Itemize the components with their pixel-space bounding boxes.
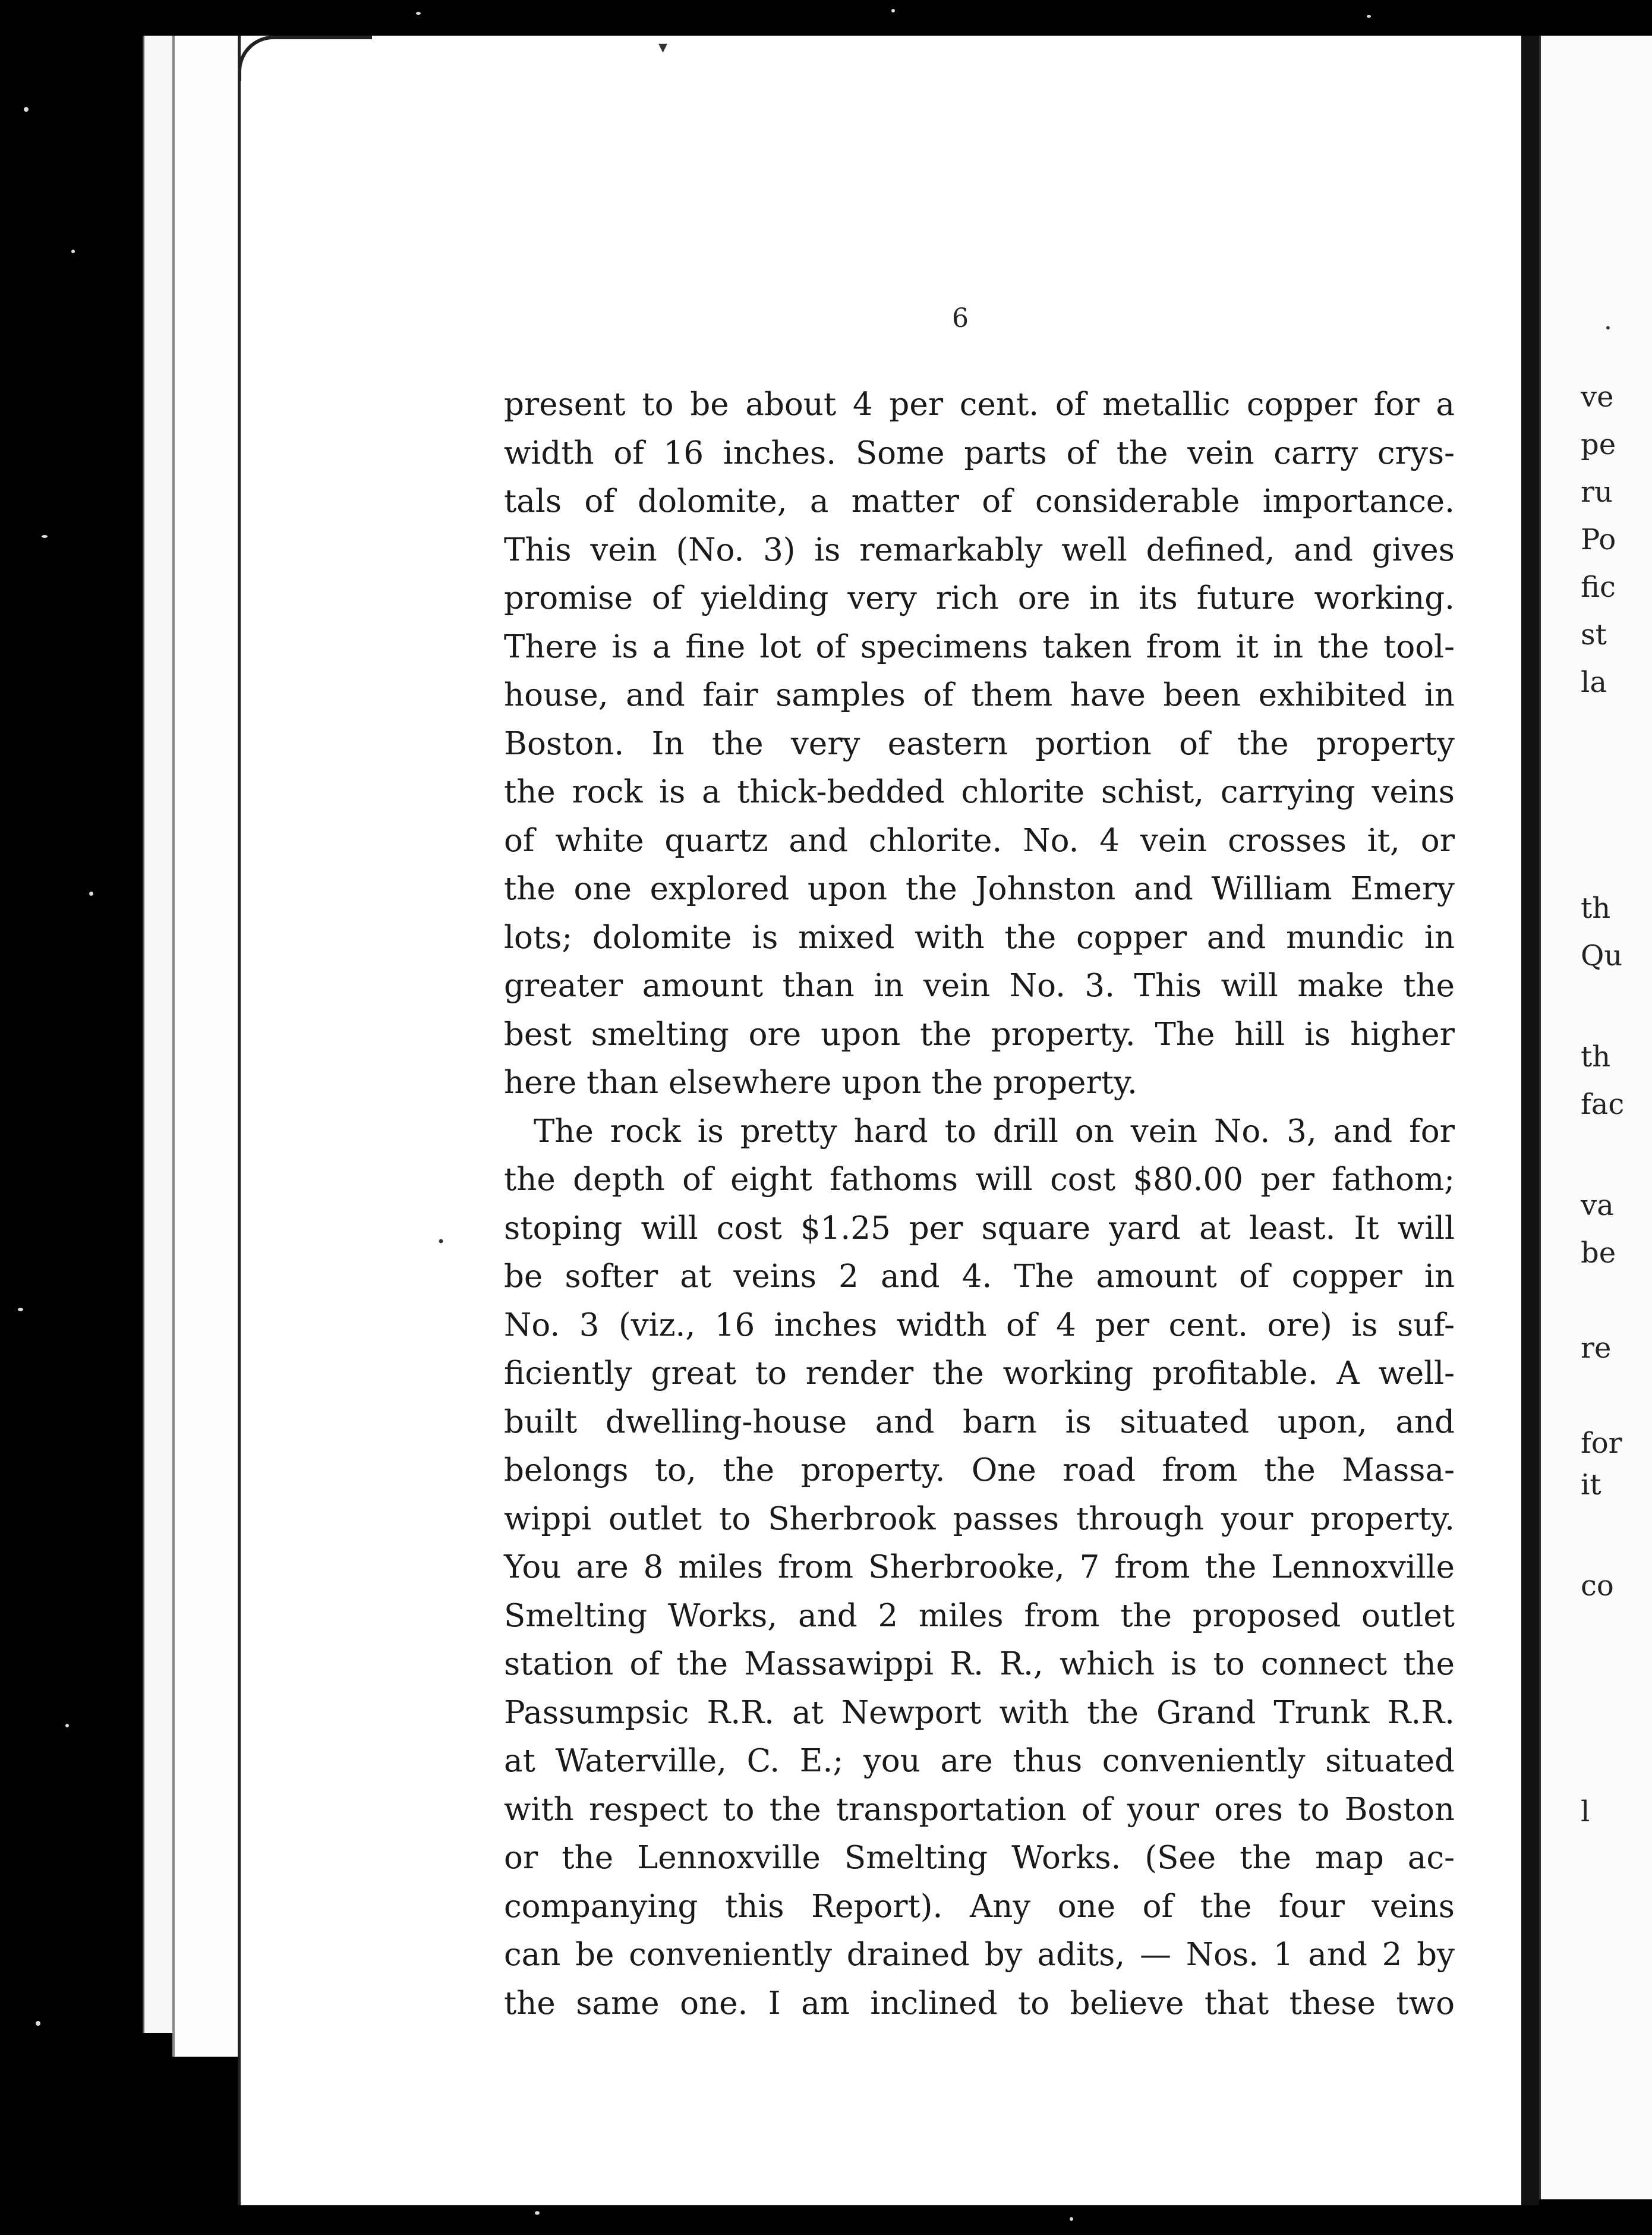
facing-page-fragment: be (1581, 1236, 1616, 1270)
text-line: here than elsewhere upon the property. (504, 1065, 1137, 1101)
facing-page-fragment: for (1581, 1427, 1622, 1460)
text-line: station of the Massawippi R. R., which is to connect the (504, 1646, 1455, 1682)
facing-page-fragment: th (1581, 1040, 1611, 1074)
text-line: stoping will cost $1.25 per square yard at least. It will (504, 1210, 1455, 1246)
facing-page-fragment: co (1581, 1569, 1614, 1603)
dust-speck (24, 107, 29, 112)
dust-speck (891, 9, 895, 12)
text-line: the depth of eight fathoms will cost $80.00 per fathom; (504, 1161, 1455, 1198)
dust-speck (65, 1724, 69, 1727)
text-line: of white quartz and chlorite. No. 4 vein crosses it, or (504, 822, 1455, 859)
dust-speck (535, 2211, 540, 2215)
text-line: width of 16 inches. Some parts of the vein carry crys- (504, 435, 1455, 471)
facing-page-fragment: pe (1581, 428, 1616, 461)
facing-page-fragment: ve (1581, 380, 1614, 414)
facing-page-fragment: fac (1581, 1088, 1625, 1121)
text-line: There is a fine lot of specimens taken from it in the tool- (504, 628, 1455, 665)
text-line: can be conveniently drained by adits, — Nos. 1 and 2 by (504, 1937, 1455, 1973)
dust-speck (36, 2021, 40, 2026)
text-line: tals of dolomite, a matter of considerable importance. (504, 483, 1455, 520)
text-line: at Waterville, C. E.; you are thus conveniently situated (504, 1743, 1455, 1779)
facing-page-fragment: Po (1581, 523, 1616, 556)
text-line: No. 3 (viz., 16 inches width of 4 per cent. ore) is suf- (504, 1307, 1455, 1343)
facing-page-fragment: st (1581, 618, 1607, 651)
text-line: Passumpsic R.R. at Newport with the Grand Trunk R.R. (504, 1694, 1455, 1731)
text-line: promise of yielding very rich ore in its future working. (504, 580, 1455, 616)
text-line: the one explored upon the Johnston and William Emery (504, 871, 1455, 907)
dust-speck (18, 1308, 23, 1311)
dust-speck (89, 892, 93, 896)
text-line: Boston. In the very eastern portion of the property (504, 725, 1455, 762)
dust-speck (1070, 2217, 1073, 2221)
book-gutter (1521, 36, 1539, 2205)
text-line: The rock is pretty hard to drill on vein No. 3, and for (534, 1113, 1455, 1150)
text-line: best smelting ore upon the property. The hill is higher (504, 1016, 1455, 1053)
dust-speck (1367, 15, 1371, 18)
facing-page-fragment: l (1581, 1795, 1590, 1828)
ink-mark: ▾ (658, 37, 668, 58)
dust-speck (42, 535, 48, 538)
text-line: wippi outlet to Sherbrook passes through your property. (504, 1500, 1455, 1537)
ink-mark: • (437, 1233, 446, 1250)
text-line: the rock is a thick-bedded chlorite schist, carrying veins (504, 774, 1455, 810)
text-line: be softer at veins 2 and 4. The amount of copper in (504, 1258, 1455, 1295)
text-line: or the Lennoxville Smelting Works. (See the map ac- (504, 1840, 1455, 1876)
text-line: house, and fair samples of them have been exhibited in (504, 677, 1455, 713)
text-line: This vein (No. 3) is remarkably well defined, and gives (504, 531, 1455, 568)
ink-mark: • (1604, 321, 1612, 335)
text-line: companying this Report). Any one of the four veins (504, 1888, 1455, 1925)
facing-page-fragment: fic (1581, 571, 1616, 604)
page-number: 6 (952, 303, 969, 333)
facing-page-fragment: ru (1581, 476, 1613, 509)
text-line: belongs to, the property. One road from the Massa- (504, 1452, 1455, 1488)
page-corner-curl (238, 36, 372, 81)
text-line: greater amount than in vein No. 3. This will make the (504, 968, 1455, 1004)
facing-page-fragment: it (1581, 1468, 1601, 1501)
dust-speck (416, 12, 421, 15)
facing-page-fragment: va (1581, 1189, 1614, 1222)
text-line: lots; dolomite is mixed with the copper and mundic in (504, 919, 1455, 956)
facing-page-fragment: Qu (1581, 939, 1623, 972)
text-line: ficiently great to render the working profitable. A well- (504, 1355, 1455, 1392)
body-text (504, 380, 1455, 2028)
text-line: present to be about 4 per cent. of metallic copper for a (504, 386, 1455, 423)
text-line: the same one. I am inclined to believe that these two (504, 1985, 1455, 2022)
text-line: built dwelling-house and barn is situated upon, and (504, 1403, 1455, 1440)
facing-page-fragment: th (1581, 892, 1611, 925)
text-line: with respect to the transportation of your ores to Boston (504, 1791, 1455, 1828)
facing-page-fragment: re (1581, 1331, 1612, 1365)
facing-page-fragment: la (1581, 666, 1607, 699)
dust-speck (71, 250, 75, 253)
text-line: Smelting Works, and 2 miles from the proposed outlet (504, 1597, 1455, 1634)
text-line: You are 8 miles from Sherbrooke, 7 from the Lennoxville (504, 1549, 1455, 1585)
